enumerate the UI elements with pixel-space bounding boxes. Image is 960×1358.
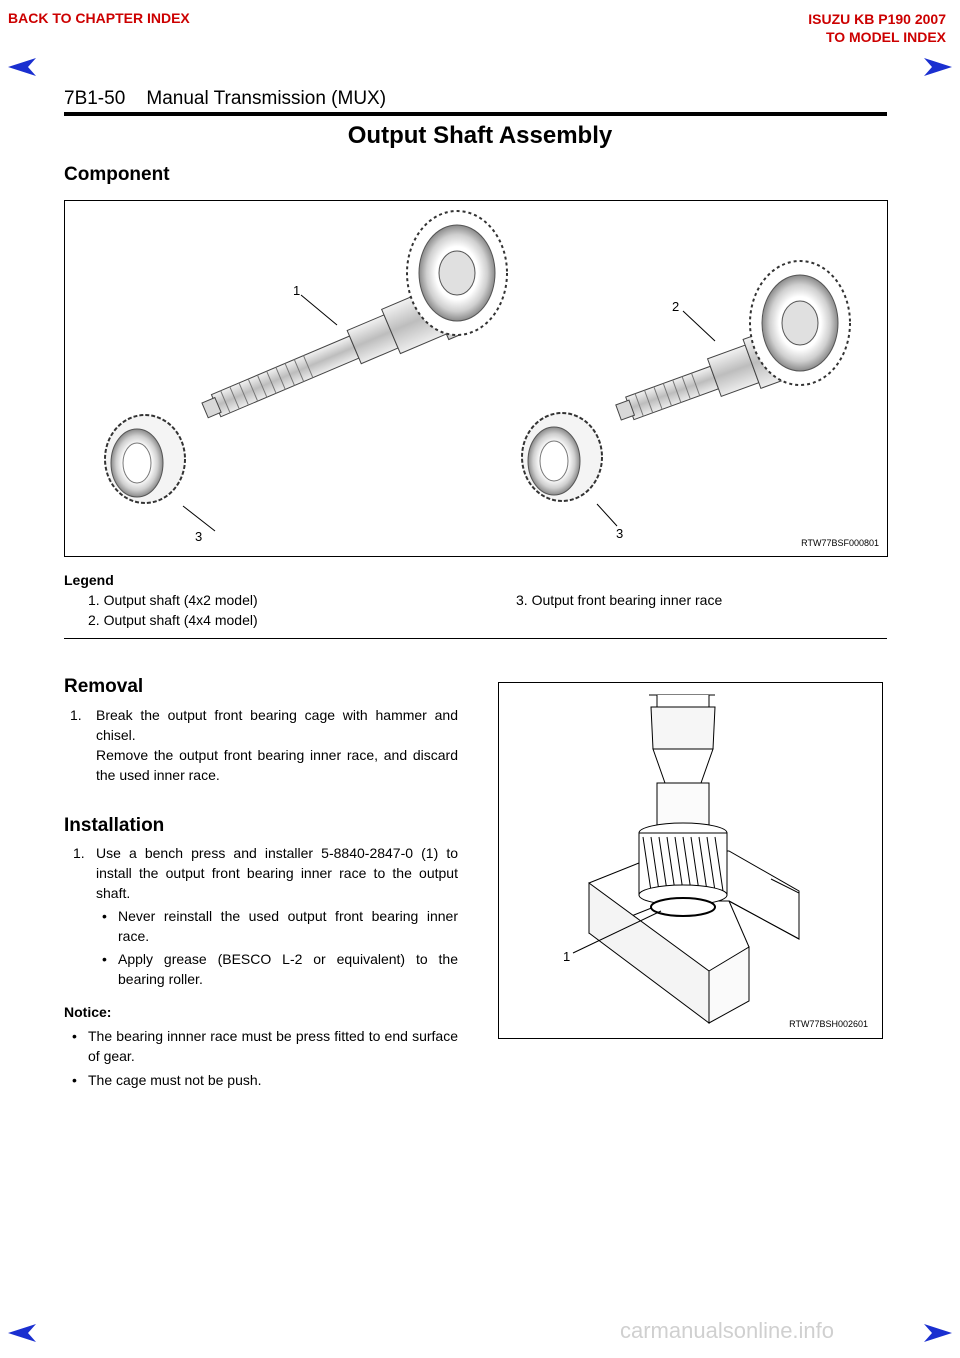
removal-step <box>96 705 458 785</box>
removal-heading: Removal <box>64 676 144 697</box>
watermark: carmanualsonline.info <box>620 1318 835 1343</box>
bullet-icon: • <box>72 1072 77 1088</box>
legend-item-3: 3. Output front bearing inner race <box>516 592 723 608</box>
press-callout-1: 1 <box>563 949 571 964</box>
output-shaft-4x4 <box>608 261 850 443</box>
installation-heading: Installation <box>64 815 165 836</box>
back-to-chapter-index-link[interactable]: BACK TO CHAPTER INDEX <box>8 10 190 26</box>
callout-3-right: 3 <box>616 526 624 541</box>
notice-heading: Notice: <box>64 1004 112 1020</box>
to-model-index[interactable]: TO MODEL INDEX <box>825 29 946 45</box>
removal-step-line2: Remove the output front bearing inner race, and discard the used inner race. <box>96 747 458 783</box>
next-page-arrow-icon-bottom[interactable] <box>924 1324 952 1342</box>
figure-code: RTW77BSF000801 <box>801 538 879 548</box>
installation-bullet-1: Never reinstall the used output front bearing inner race. <box>118 908 458 944</box>
model-title[interactable]: ISUZU KB P190 2007 <box>808 11 946 27</box>
component-figure <box>64 200 888 557</box>
gear <box>639 823 727 916</box>
bench-press-illustration <box>499 683 882 1038</box>
callout-1: 1 <box>293 283 301 298</box>
previous-page-arrow-icon-bottom[interactable] <box>8 1324 36 1342</box>
bullet-icon: • <box>102 908 107 924</box>
output-shaft-4x2 <box>193 211 507 438</box>
previous-page-arrow-icon[interactable] <box>8 58 36 76</box>
callout-3-left: 3 <box>195 529 203 544</box>
installation-step-number: 1. <box>73 845 85 861</box>
output-shafts-illustration <box>65 201 887 556</box>
press-figure <box>498 682 883 1039</box>
page-title: Output Shaft Assembly <box>347 122 613 149</box>
legend-rule <box>64 638 887 639</box>
bullet-icon: • <box>72 1028 77 1044</box>
removal-step-number: 1. <box>70 707 82 723</box>
bearing-inner-race-left <box>105 415 215 531</box>
installation-bullet-2: Apply grease (BESCO L-2 or equivalent) to the bearing roller. <box>118 951 458 987</box>
removal-step-line1: Break the output front bearing cage with hammer and chisel. <box>96 707 458 743</box>
next-page-arrow-icon[interactable] <box>924 58 952 76</box>
header-rule <box>64 112 887 116</box>
notice-bullet-2: The cage must not be push. <box>88 1072 262 1088</box>
legend-heading: Legend <box>64 572 114 588</box>
bearing-inner-race-right <box>522 413 617 526</box>
legend-item-1: 1. Output shaft (4x2 model) <box>88 592 258 608</box>
callout-2: 2 <box>672 299 680 314</box>
bullet-icon: • <box>102 951 107 967</box>
model-index-link[interactable] <box>808 10 946 46</box>
component-heading: Component <box>64 164 170 185</box>
legend-item-2: 2. Output shaft (4x4 model) <box>88 612 258 628</box>
installation-step: Use a bench press and installer 5-8840-2847-0 (1) to install the output front bearing inner race to the output shaft. <box>96 845 458 901</box>
notice-bullet-1: The bearing innner race must be press fitted to end surface of gear. <box>88 1028 458 1064</box>
page-header: 7B1-50 Manual Transmission (MUX) <box>64 88 387 109</box>
press-figure-code: RTW77BSH002601 <box>789 1019 868 1029</box>
